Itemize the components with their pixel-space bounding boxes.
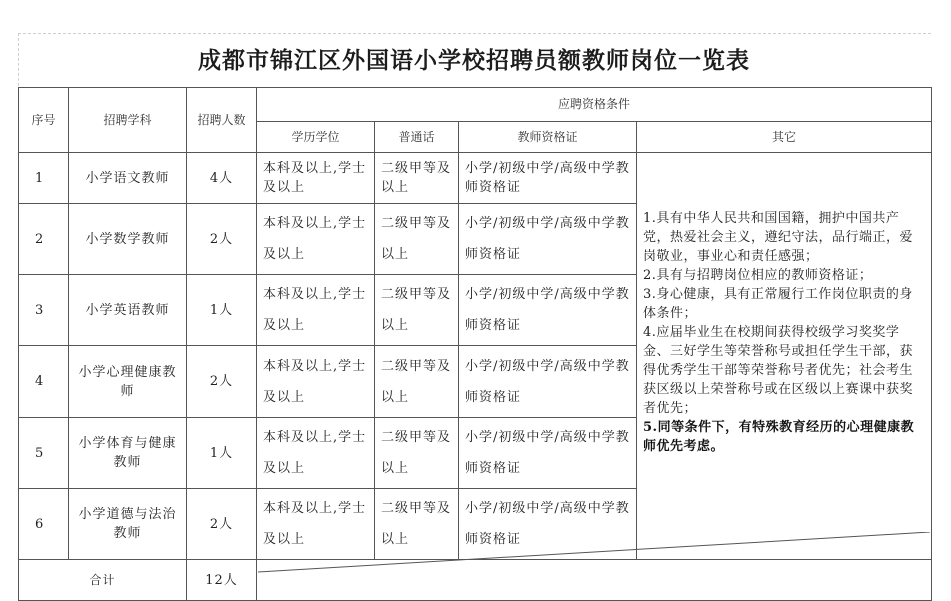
- row-subject: [69, 418, 187, 489]
- row-seq-text: 4: [35, 374, 45, 389]
- row-mandarin-text: 二级甲等及以上: [381, 501, 452, 547]
- row-education-text: 本科及以上,学士及以上: [263, 501, 367, 547]
- row-cert: [459, 275, 637, 346]
- row-cert-text: 小学/初级中学/高级中学教师资格证: [465, 358, 630, 405]
- table-row: [19, 153, 932, 204]
- header-row-1: [19, 88, 932, 122]
- row-mandarin-text: 二级甲等及以上: [381, 430, 452, 476]
- row-subject: [69, 489, 187, 560]
- row-education: [257, 346, 375, 418]
- row-cert: [459, 153, 637, 204]
- row-education: [257, 275, 375, 346]
- row-seq: [19, 153, 69, 204]
- row-seq: [19, 418, 69, 489]
- row-count: [187, 153, 257, 204]
- row-mandarin-text: 二级甲等及以上: [381, 358, 452, 405]
- row-seq: [19, 489, 69, 560]
- row-seq-text: 2: [35, 231, 45, 247]
- row-subject: [69, 275, 187, 346]
- row-count: [187, 275, 257, 346]
- row-education-text: 本科及以上,学士及以上: [263, 161, 367, 195]
- row-seq-text: 3: [35, 302, 45, 318]
- row-education: [257, 153, 375, 204]
- header-mandarin: 普通话: [375, 122, 459, 153]
- row-count: [187, 489, 257, 560]
- row-cert: [459, 346, 637, 418]
- requirement-item: 1.具有中华人民共和国国籍，拥护中国共产党，热爱社会主义，遵纪守法，品行端正，爱岗敬业，事业心和责任感强；: [643, 211, 914, 264]
- row-education-text: 本科及以上,学士及以上: [263, 358, 367, 405]
- row-subject-text: 小学英语教师: [85, 302, 170, 318]
- row-seq: [19, 204, 69, 275]
- row-seq-text: 6: [35, 516, 45, 532]
- header-other: 其它: [637, 122, 932, 153]
- header-teacher-cert: 教师资格证: [459, 122, 637, 153]
- requirement-item: 4.应届毕业生在校期间获得校级学习奖奖学金、三好学生等荣誉称号或担任学生干部，获得优秀学生干部等荣誉称号者优先；社会考生获区级以上荣誉称号或在区级以上赛课中获奖者优先；: [643, 325, 914, 416]
- row-mandarin-text: 二级甲等及以上: [381, 287, 452, 333]
- header-qualifications: 应聘资格条件: [257, 88, 932, 122]
- row-count-text: 2人: [209, 516, 234, 532]
- job-table: [18, 87, 932, 601]
- header-education: 学历学位: [257, 122, 375, 153]
- row-cert-text: 小学/初级中学/高级中学教师资格证: [465, 161, 630, 195]
- row-cert-text: 小学/初级中学/高级中学教师资格证: [465, 430, 630, 476]
- row-count: [187, 418, 257, 489]
- row-subject: [69, 346, 187, 418]
- header-seq: 序号: [19, 88, 69, 153]
- row-education-text: 本科及以上,学士及以上: [263, 216, 367, 262]
- header-subject: 招聘学科: [69, 88, 187, 153]
- row-count-text: 2人: [209, 374, 234, 389]
- other-requirements: [637, 153, 932, 560]
- row-mandarin: [375, 346, 459, 418]
- total-label-text: 合计: [89, 572, 116, 587]
- row-education: [257, 204, 375, 275]
- row-subject-text: 小学语文教师: [85, 170, 170, 186]
- row-mandarin: [375, 204, 459, 275]
- page-title: 成都市锦江区外国语小学校招聘员额教师岗位一览表: [198, 47, 750, 74]
- total-diagonal: [258, 532, 930, 574]
- row-subject: [69, 204, 187, 275]
- row-cert-text: 小学/初级中学/高级中学教师资格证: [465, 216, 630, 262]
- total-count-text: 12人: [205, 572, 238, 588]
- requirement-item: 3.身心健康，具有正常履行工作岗位职责的身体条件；: [643, 287, 913, 321]
- row-mandarin-text: 二级甲等及以上: [381, 161, 452, 195]
- diagonal-line: [258, 532, 930, 572]
- row-seq-text: 5: [35, 445, 45, 461]
- row-count-text: 1人: [209, 445, 234, 461]
- row-seq-text: 1: [35, 170, 45, 186]
- header-count: 招聘人数: [187, 88, 257, 153]
- total-count: [187, 560, 257, 601]
- row-mandarin: [375, 418, 459, 489]
- row-cert-text: 小学/初级中学/高级中学教师资格证: [465, 501, 630, 547]
- row-subject-text: 小学心理健康教师: [78, 364, 177, 399]
- row-cert-text: 小学/初级中学/高级中学教师资格证: [465, 287, 630, 333]
- row-subject-text: 小学道德与法治教师: [78, 507, 177, 541]
- row-education-text: 本科及以上,学士及以上: [263, 430, 367, 476]
- total-label: [19, 560, 187, 601]
- row-seq: [19, 346, 69, 418]
- row-count-text: 4人: [209, 170, 234, 186]
- requirement-item: 2.具有与招聘岗位相应的教师资格证；: [643, 268, 873, 283]
- row-cert: [459, 418, 637, 489]
- requirement-item: 5.同等条件下，有特殊教育经历的心理健康教师优先考虑。: [643, 420, 915, 454]
- row-mandarin-text: 二级甲等及以上: [381, 216, 452, 262]
- row-seq: [19, 275, 69, 346]
- row-mandarin: [375, 275, 459, 346]
- row-subject-text: 小学体育与健康教师: [78, 436, 177, 470]
- row-count: [187, 204, 257, 275]
- row-count-text: 2人: [209, 231, 234, 247]
- row-cert: [459, 204, 637, 275]
- row-count: [187, 346, 257, 418]
- row-subject-text: 小学数学教师: [85, 231, 170, 247]
- row-education: [257, 418, 375, 489]
- row-subject: [69, 153, 187, 204]
- row-education-text: 本科及以上,学士及以上: [263, 287, 367, 333]
- row-mandarin: [375, 153, 459, 204]
- row-count-text: 1人: [209, 302, 234, 318]
